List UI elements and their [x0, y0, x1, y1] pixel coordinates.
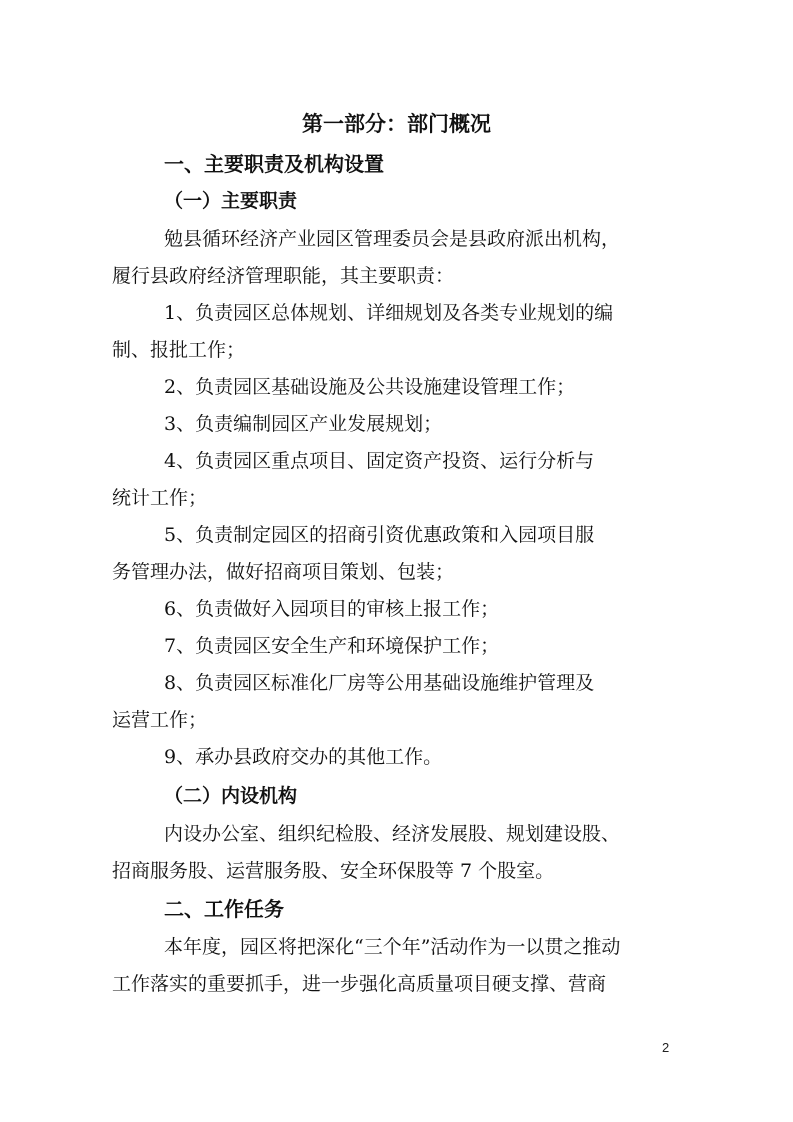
- tasks-paragraph-line: 本年度，园区将把深化“三个年”活动作为一以贯之推动: [164, 936, 621, 958]
- tasks-paragraph-line: 工作落实的重要抓手，进一步强化高质量项目硬支撑、营商: [112, 973, 607, 995]
- page-title: 第一部分：部门概况: [302, 112, 491, 136]
- duty-item-7: 7、负责园区安全生产和环境保护工作；: [164, 635, 500, 657]
- duty-item-1: 1、负责园区总体规划、详细规划及各类专业规划的编: [164, 302, 614, 324]
- duty-item-2: 2、负责园区基础设施及公共设施建设管理工作；: [164, 376, 576, 398]
- duty-item-4: 4、负责园区重点项目、固定资产投资、运行分析与: [164, 450, 595, 472]
- duty-item-8-continued: 运营工作；: [112, 709, 208, 731]
- duty-item-8: 8、负责园区标准化厂房等公用基础设施维护管理及: [164, 672, 595, 694]
- duty-item-4-continued: 统计工作；: [112, 487, 208, 509]
- duty-item-9: 9、承办县政府交办的其他工作。: [164, 746, 443, 768]
- organization-paragraph-line: 招商服务股、运营服务股、安全环保股等 7 个股室。: [112, 860, 555, 882]
- duty-item-3: 3、负责编制园区产业发展规划；: [164, 413, 443, 435]
- section-heading-duties-and-organization: 一、主要职责及机构设置: [164, 152, 384, 176]
- page-number: 2: [662, 1040, 670, 1055]
- section-heading-work-tasks: 二、工作任务: [164, 897, 284, 921]
- duty-item-1-continued: 制、报批工作；: [112, 339, 246, 361]
- intro-paragraph-line: 履行县政府经济管理职能，其主要职责：: [112, 265, 455, 287]
- subsection-heading-internal-organization: （二）内设机构: [164, 785, 298, 807]
- duty-item-5: 5、负责制定园区的招商引资优惠政策和入园项目服: [164, 524, 595, 546]
- subsection-heading-main-duties: （一）主要职责: [164, 190, 298, 212]
- organization-paragraph-line: 内设办公室、组织纪检股、经济发展股、规划建设股、: [164, 823, 621, 845]
- intro-paragraph-line: 勉县循环经济产业园区管理委员会是县政府派出机构，: [164, 228, 621, 250]
- duty-item-5-continued: 务管理办法，做好招商项目策划、包装；: [112, 561, 455, 583]
- duty-item-6: 6、负责做好入园项目的审核上报工作；: [164, 598, 500, 620]
